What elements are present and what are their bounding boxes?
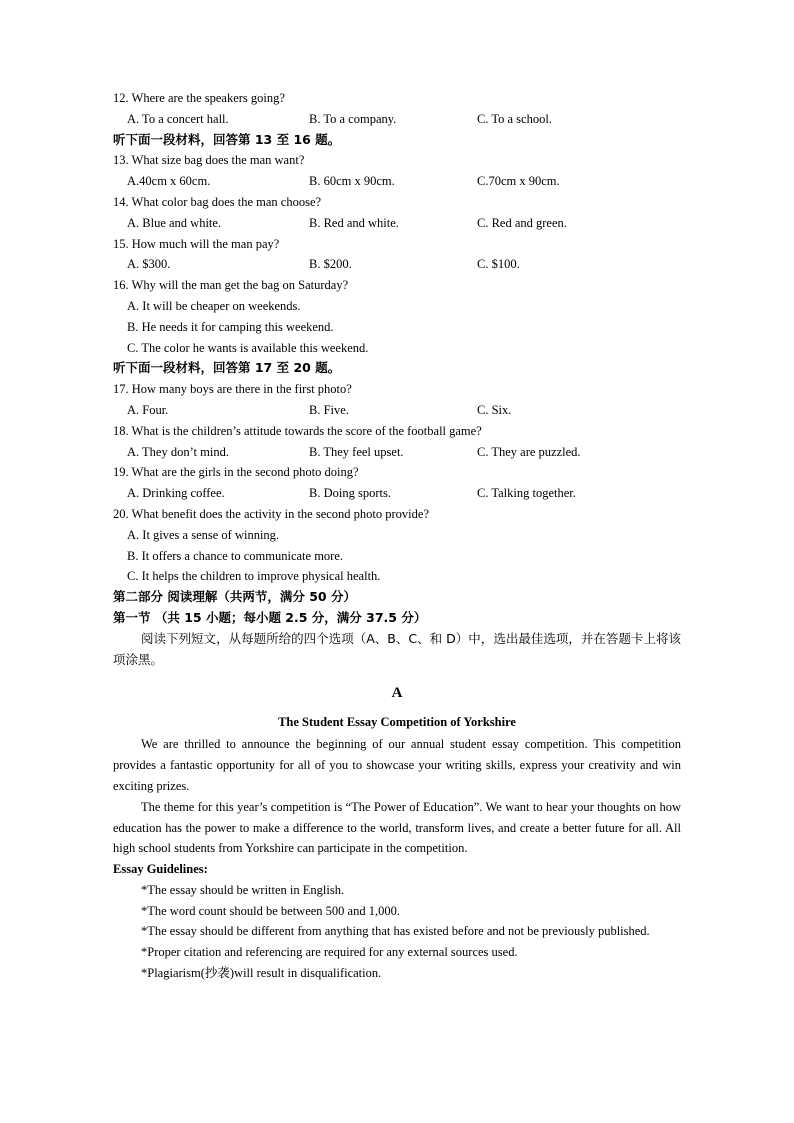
paragraph-2: The theme for this year’s competition is “The Power of Education”. We want to hear your thoughts on how education has the power to make a difference to the world, transform lives, and create a better future for all. All high school students from Yorkshire can participate in the competition.	[113, 799, 681, 856]
option-b: B. They feel upset.	[309, 444, 404, 459]
option-c: C. Six.	[477, 402, 512, 417]
option-a: A. Blue and white.	[127, 215, 222, 230]
section1-instruction: 阅读下列短文，从每题所给的四个选项（A、B、C、和 D）中，选出最佳选项，并在答题卡上将该项涂黑。	[113, 630, 681, 667]
question-13: 13. What size bag does the man want?	[113, 153, 305, 168]
options-15	[113, 254, 681, 275]
option-a: A. Four.	[127, 402, 169, 417]
option-a: A. $300.	[127, 257, 171, 272]
option-c: C. It helps the children to improve physical health.	[127, 569, 381, 584]
guideline-item: *Plagiarism(抄袭)will result in disqualification.	[141, 966, 382, 981]
guideline-item: *The essay should be written in English.	[141, 882, 345, 897]
question-15: 15. How much will the man pay?	[113, 236, 280, 251]
option-b: B. 60cm x 90cm.	[309, 174, 395, 189]
instruction-17-20: 听下面一段材料，回答第 17 至 20 题。	[113, 360, 341, 376]
guideline-item: *The word count should be between 500 and 1,000.	[141, 903, 400, 918]
option-c: C. The color he wants is available this weekend.	[127, 340, 369, 355]
section1-heading: 第一节 （共 15 小题；每小题 2.5 分，满分 37.5 分）	[113, 609, 427, 625]
guideline-item: *The essay should be different from anything that has existed before and not be previously published.	[141, 924, 650, 939]
option-a: A. It will be cheaper on weekends.	[127, 298, 301, 313]
option-c: C. They are puzzled.	[477, 444, 581, 459]
question-18: 18. What is the children’s attitude towards the score of the football game?	[113, 423, 482, 438]
question-14: 14. What color bag does the man choose?	[113, 194, 322, 209]
option-a: A. They don’t mind.	[127, 444, 229, 459]
option-a: A. It gives a sense of winning.	[127, 527, 280, 542]
paragraph-1: We are thrilled to announce the beginning of our annual student essay competition. This competition provides a fantastic opportunity for all of you to showcase your writing skills, express your creativity and win exciting prizes.	[113, 737, 681, 793]
option-a: A. Drinking coffee.	[127, 486, 225, 501]
option-b: B. Red and white.	[309, 215, 399, 230]
option-b: B. Five.	[309, 402, 349, 417]
option-b: B. To a company.	[309, 111, 397, 126]
option-b: B. Doing sports.	[309, 486, 391, 501]
options-12	[113, 109, 681, 130]
guideline-item: *Proper citation and referencing are required for any external sources used.	[141, 945, 518, 960]
option-a: A. To a concert hall.	[127, 111, 229, 126]
options-18	[113, 442, 681, 463]
option-c: C.70cm x 90cm.	[477, 174, 560, 189]
option-c: C. $100.	[477, 257, 520, 272]
options-14	[113, 213, 681, 234]
option-a: A.40cm x 60cm.	[127, 174, 211, 189]
option-c: C. Red and green.	[477, 215, 567, 230]
question-20: 20. What benefit does the activity in the second photo provide?	[113, 506, 430, 521]
options-19	[113, 483, 681, 504]
options-13	[113, 171, 681, 192]
guidelines-heading: Essay Guidelines:	[113, 862, 208, 877]
question-19: 19. What are the girls in the second photo doing?	[113, 465, 359, 480]
part2-heading: 第二部分 阅读理解（共两节，满分 50 分）	[113, 589, 356, 605]
instruction-13-16: 听下面一段材料，回答第 13 至 16 题。	[113, 131, 341, 147]
option-c: C. To a school.	[477, 111, 552, 126]
question-16: 16. Why will the man get the bag on Saturday?	[113, 278, 349, 293]
passage-letter: A	[391, 685, 403, 702]
question-12: 12. Where are the speakers going?	[113, 91, 285, 105]
exam-page	[113, 88, 681, 984]
option-b: B. He needs it for camping this weekend.	[127, 319, 334, 334]
option-b: B. $200.	[309, 257, 352, 272]
options-17	[113, 400, 681, 421]
passage-title: The Student Essay Competition of Yorkshire	[278, 715, 516, 730]
question-17: 17. How many boys are there in the first photo?	[113, 382, 352, 397]
option-b: B. It offers a chance to communicate more.	[127, 548, 344, 563]
option-c: C. Talking together.	[477, 486, 576, 501]
